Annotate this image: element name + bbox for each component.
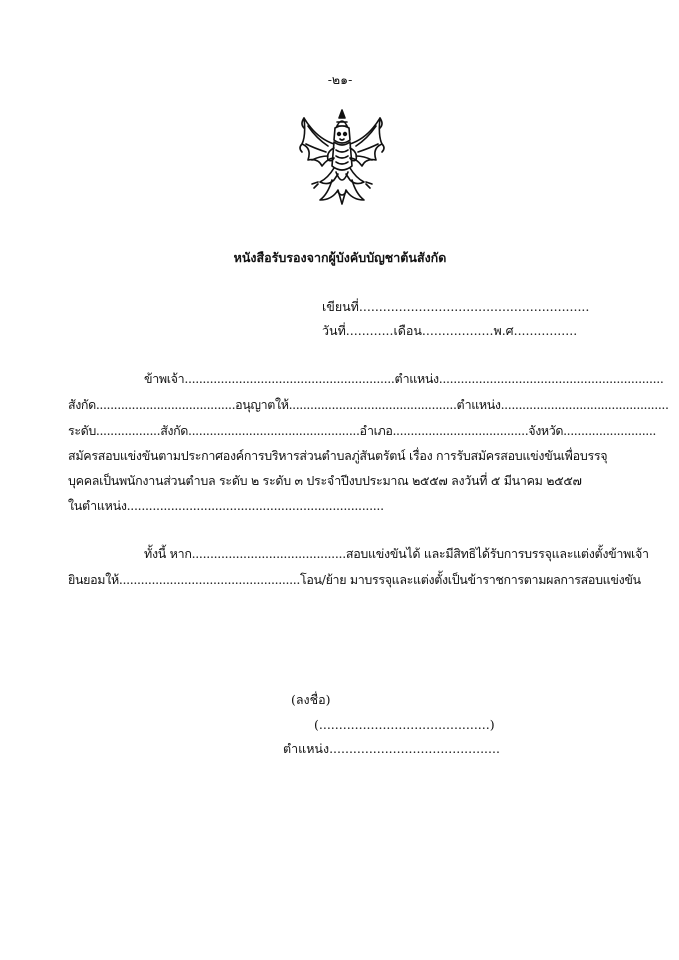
written-at-field: เขียนที่.......................................................... (322, 299, 590, 314)
signature-label: (ลงชื่อ) (291, 692, 331, 707)
body-line-1: ข้าพเจ้า..........................................................ตำแหน่ง.............................................................. (144, 371, 664, 386)
document-title: หนังสือรับรองจากผู้บังคับบัญชาต้นสังกัด (233, 250, 447, 265)
signature-name-line: (...........................................) (314, 717, 495, 732)
body-line-5: บุคคลเป็นพนักงานส่วนตำบล ระดับ ๒ ระดับ ๓ ประจำปีงบประมาณ ๒๕๕๗ ลงวันที่ ๕ มีนาคม ๒๕๕๗ (68, 473, 582, 488)
body-line-3: ระดับ..................สังกัด................................................อำเภอ......................................จังหวัด.......................... (68, 423, 656, 438)
consent-line-2: ยินยอมให้..................................................โอน/ย้าย มาบรรจุและแต่งตั้งเป็นข้าราชการตามผลการสอบแข่งขัน (68, 572, 641, 587)
body-line-2: สังกัด.......................................อนุญาตให้...............................................ตำแหน่ง............................................... (68, 397, 669, 412)
body-line-6: ในตำแหน่ง...................................................................... (68, 498, 384, 513)
garuda-emblem-icon (298, 108, 386, 208)
body-line-4: สมัครสอบแข่งขันตามประกาศองค์การบริหารส่วนตำบลภู่สันตรัตน์ เรื่อง การรับสมัครสอบแข่งขันเพื่อบรรจุ (68, 448, 608, 463)
page-number: -๒๑- (327, 72, 353, 87)
signature-position-line: ตำแหน่ง........................................... (283, 741, 500, 756)
date-field: วันที่............เดือน..................พ.ศ................ (322, 323, 578, 338)
consent-line-1: ทั้งนี้ หาก..........................................สอบแข่งขันได้ และมีสิทธิได้รับการบรรจุและแต่งตั้งข้าพเจ้า (144, 546, 649, 561)
